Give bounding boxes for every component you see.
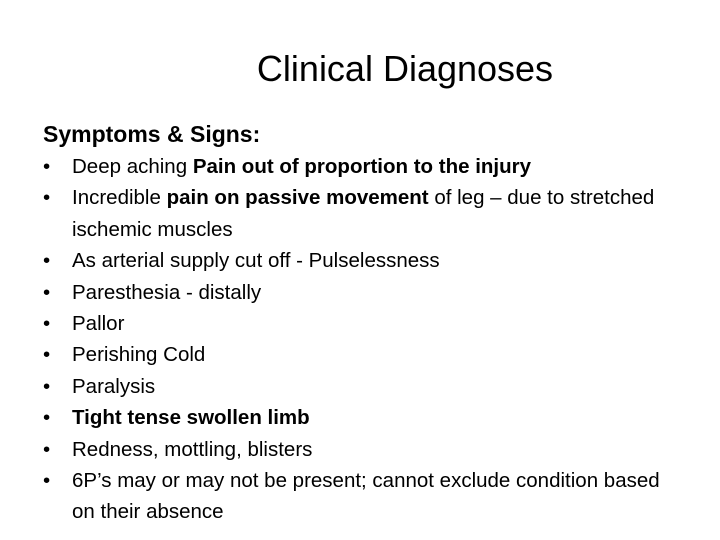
- bullet-marker: •: [43, 249, 51, 273]
- bullet-text: As arterial supply cut off - Pulselessness: [72, 249, 440, 273]
- bullet-text: Pallor: [72, 312, 125, 336]
- bullet-marker: •: [43, 374, 51, 398]
- bullet-text-bold: Pain out of proportion to the injury: [192, 155, 532, 178]
- bullet-item: [43, 151, 683, 182]
- section-heading: Symptoms & Signs:: [43, 121, 261, 147]
- bullet-marker: •: [43, 406, 51, 430]
- bullet-item: [43, 339, 683, 370]
- bullet-list: [43, 151, 683, 528]
- bullet-item: [43, 308, 683, 339]
- slide-title: Clinical Diagnoses: [256, 48, 554, 89]
- bullet-marker: •: [43, 469, 51, 493]
- bullet-text-bold: Tight tense swollen limb: [72, 406, 310, 430]
- bullet-item: [43, 245, 683, 276]
- bullet-text: Deep aching: [72, 155, 193, 178]
- bullet-text: Perishing Cold: [72, 343, 206, 367]
- bullet-item: [43, 465, 683, 528]
- bullet-item: [43, 371, 683, 402]
- bullet-marker: •: [43, 343, 51, 367]
- bullet-item: [43, 277, 683, 308]
- bullet-item: [43, 402, 683, 433]
- bullet-item: [43, 182, 683, 245]
- bullet-text: Redness, mottling, blisters: [72, 437, 313, 461]
- bullet-text: Paresthesia - distally: [72, 280, 262, 304]
- bullet-text-bold: pain on passive movement: [166, 186, 429, 210]
- bullet-marker: •: [43, 186, 51, 210]
- bullet-text: of leg – due to stretched ischemic muscles: [72, 186, 655, 241]
- bullet-item: [43, 434, 683, 465]
- bullet-marker: •: [43, 280, 51, 304]
- bullet-marker: •: [43, 437, 51, 461]
- bullet-text: Incredible: [72, 186, 167, 210]
- bullet-marker: •: [43, 155, 51, 178]
- bullet-marker: •: [43, 312, 51, 336]
- bullet-text: 6P’s may or may not be present; cannot exclude condition based on their absence: [72, 469, 660, 524]
- bullet-text: Paralysis: [72, 374, 156, 398]
